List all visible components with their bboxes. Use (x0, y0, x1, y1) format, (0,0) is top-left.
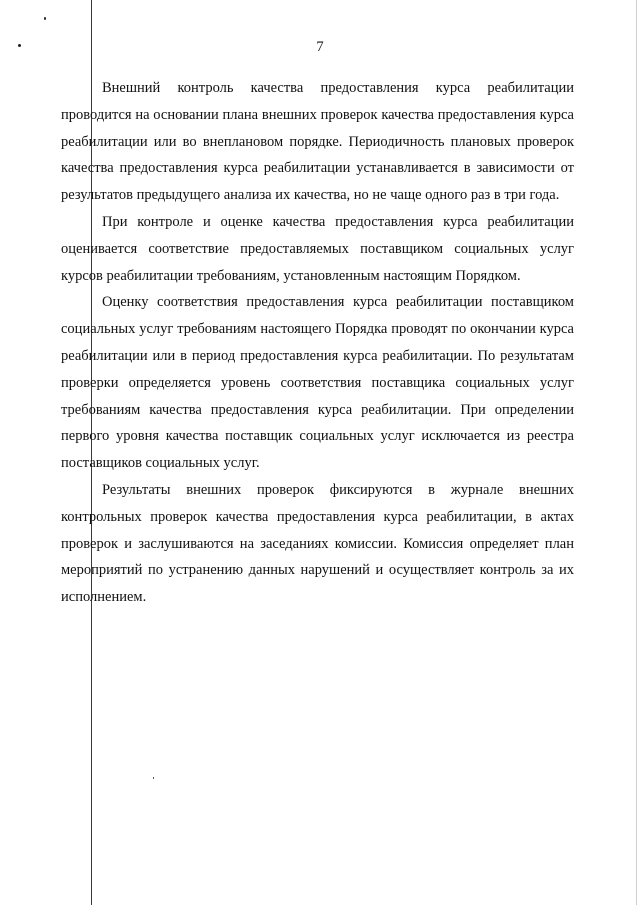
paragraph-inspection-results: Результаты внешних проверок фиксируются в журнале внешних контрольных проверок качества предоставления курса реабилитации, в актах проверок и заслушиваются на заседаниях комиссии. Комиссия определяет план мероприятий по устранению данных нарушений и осуществляет контроль за их исполнением. (61, 481, 574, 606)
scan-speck (44, 17, 46, 20)
paragraph-compliance-evaluation: Оценку соответствия предоставления курса реабилитации поставщиком социальных услуг требованиям настоящего Порядка проводят по окончании курса реабилитации или в период предоставления курса реабилитации. По результатам проверки определяется уровень соответствия поставщика социальных услуг требованиям качества предоставления курса реабилитации. При определении первого уровня качества поставщик социальных услуг исключается из реестра поставщиков социальных услуг. (61, 294, 574, 472)
document-body (61, 75, 574, 611)
page-number: 7 (316, 39, 324, 55)
paragraph-external-control: Внешний контроль качества предоставления курса реабилитации проводится на основании плана внешних проверок качества предоставления курса реабилитации или во внеплановом порядке. Периодичность плановых проверок качества предоставления курса реабилитации устанавливается в зависимости от результатов предыдущего анализа их качества, но не чаще одного раз в три года. (61, 80, 574, 204)
paragraph-assessment: При контроле и оценке качества предоставления курса реабилитации оценивается соответствие предоставляемых поставщиком социальных услуг курсов реабилитации требованиям, установленным настоящим Порядком. (61, 213, 574, 284)
scan-edge-line (636, 0, 637, 905)
scan-speck (153, 777, 154, 779)
